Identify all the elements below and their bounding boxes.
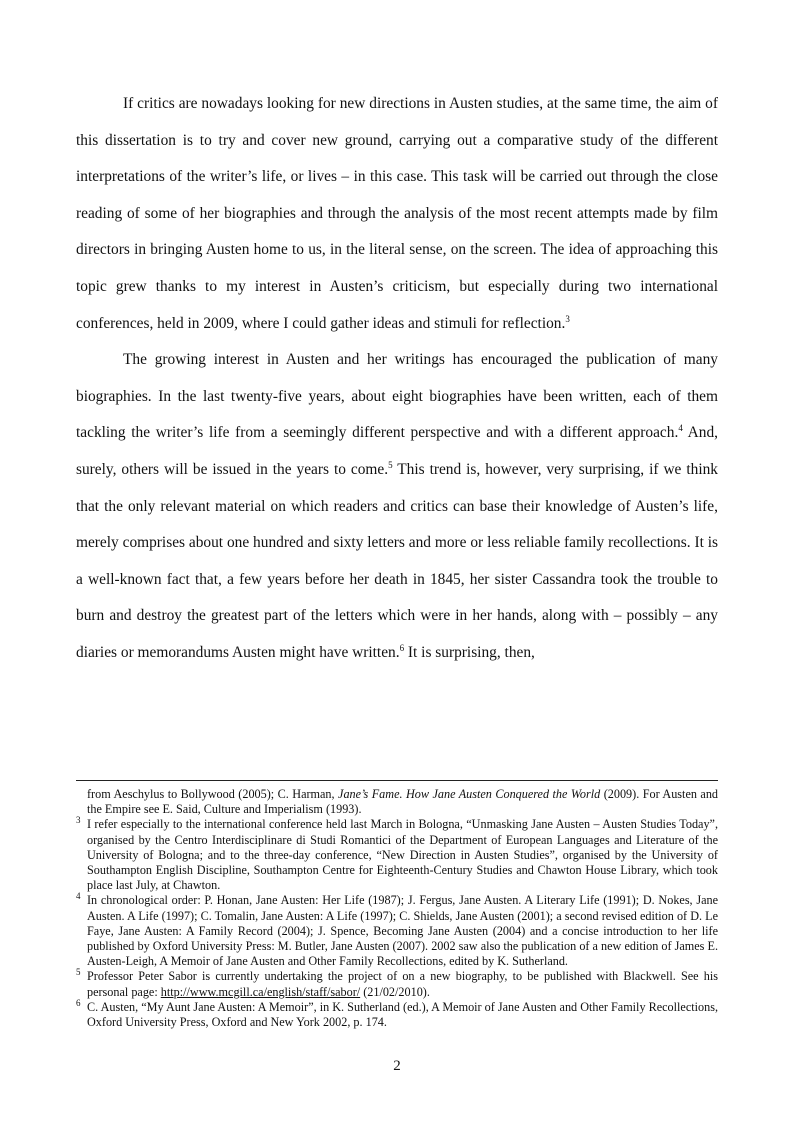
footnote-5-link[interactable]: http://www.mcgill.ca/english/staff/sabor/ [160, 984, 361, 999]
footnote-6-text: C. Austen, “My Aunt Jane Austen: A Memoir”, in K. Sutherland (ed.), A Memoir of Jane Austen and Other Family Recollections, Oxford University Press, Oxford and New York 2002, p. 174. [87, 999, 718, 1030]
footnote-3-text: I refer especially to the international conference held last March in Bologna, “Unmasking Jane Austen – Austen Studies Today”, organised by the Centro Interdisciplinare di Studi Romantici of the Department of European Languages and Literature of the University of Bologna; and to the three-day conference, “New Direction in Austen Studies”, organised by the University of Southampton English Discipline, Southampton Centre for Eighteenth-Century Studies and Chawton House Library, which took place last July, at Chawton. [87, 817, 718, 893]
footnote-6: $^6$ C. Austen, “My Aunt Jane Austen: A Memoir”, in K. Sutherland (ed.), A Memoir of Jane Austen and Other Family Recollections, Oxford University Press, Oxford and New York 2002, p. 174. [76, 997, 718, 1030]
paragraph-1 [76, 86, 718, 342]
footnote-5: $^5$ Professor Peter Sabor is currently undertaking the project of on a new biography, to be published with Blackwell. See his personal page: http://www.mcgill.ca/english/staff/sabor/ (21/02/2010). [76, 967, 718, 999]
footnote-3: $^3$ I refer especially to the international conference held last March in Bologna, “Unmasking Jane Austen – Austen Studies Today”, organised by the Centro Interdisciplinare di Studi Romantici of the Department of European Languages and Literature of the University of Bologna; and to the three-day conference, “New Direction in Austen Studies”, organised by the University of Southampton English Discipline, Southampton Centre for Eighteenth-Century Studies and Chawton House Library, which took place last July, at Chawton. [76, 815, 718, 893]
footnote-continued-text-b: (2009). For Austen and the Empire see E. Said, Culture and Imperialism (1993). [87, 787, 719, 817]
footnote-continued-title: Jane’s Fame. How Jane Austen Conquered the World [338, 787, 601, 801]
main-text [76, 86, 718, 672]
footnote-5-text-after: (21/02/2010). [360, 984, 430, 999]
footnote-ref-3[interactable]: 3 [565, 313, 570, 324]
footnote-4: $^4$ In chronological order: P. Honan, Jane Austen: Her Life (1987); J. Fergus, Jane Austen. A Literary Life (1991); D. Nokes, Jane Austen. A Life (1997); C. Tomalin, Jane Austen: A Life (1997); C. Shields, Jane Austen (2001); a second revised edition of D. Le Faye, Jane Austen: A Family Record (2004); J. Spence, Becoming Jane Austen (2004) and a concise introduction to her life published by Oxford University Press: M. Butler, Jane Austen (2007). 2002 saw also the publication of a new edition of James E. Austen-Leigh, A Memoir of Jane Austen and Other Family Recollections, edited by K. Sutherland. [76, 891, 718, 969]
paragraph-2-text-b: And, surely, others will be issued in the years to come. [76, 424, 718, 478]
footnote-continued [76, 787, 718, 817]
footnote-ref-4[interactable]: 4 [678, 423, 683, 434]
footnote-continued-text-a: from Aeschylus to Bollywood (2005); C. Harman, [87, 787, 339, 801]
paragraph-2-text-a: The growing interest in Austen and her writings has encouraged the publication of many biographies. In the last twenty-five years, about eight biographies have been written, each of them tackling the writer’s life from a seemingly different perspective and with a different approach. [76, 351, 718, 442]
footnotes [76, 787, 718, 1030]
paragraph-2-text-d: It is surprising, then, [404, 643, 535, 661]
paragraph-2 [76, 342, 718, 671]
paragraph-1-text: If critics are nowadays looking for new directions in Austen studies, at the same time, the aim of this dissertation is to try and cover new ground, carrying out a comparative study of the different interpretations of the writer’s life, or lives – in this case. This task will be carried out through the close reading of some of her biographies and through the analysis of the most recent attempts made by film directors in bringing Austen home to us, in the literal sense, on the screen. The idea of approaching this topic grew thanks to my interest in Austen’s criticism, but especially during two international conferences, held in 2009, where I could gather ideas and stimuli for reflection. [76, 95, 718, 332]
footnote-ref-5[interactable]: 5 [388, 459, 393, 470]
footnote-ref-6[interactable]: 6 [399, 642, 405, 653]
page-number: 2 [393, 1058, 401, 1074]
paragraph-2-text-c: This trend is, however, very surprising, if we think that the only relevant material on which readers and critics can base their knowledge of Austen’s life, merely comprises about one hundred and sixty letters and more or less reliable family recollections. It is a well-known fact that, a few years before her death in 1845, her sister Cassandra took the trouble to burn and destroy the greatest part of the letters which were in her hands, along with – possibly – any diaries or memorandums Austen might have written. [76, 460, 718, 661]
footnote-4-text: In chronological order: P. Honan, Jane Austen: Her Life (1987); J. Fergus, Jane Austen. A Literary Life (1991); D. Nokes, Jane Austen. A Life (1997); C. Tomalin, Jane Austen: A Life (1997); C. Shields, Jane Austen (2001); a second revised edition of D. Le Faye, Jane Austen: A Family Record (2004); J. Spence, Becoming Jane Austen (2004) and a concise introduction to her life published by Oxford University Press: M. Butler, Jane Austen (2007). 2002 saw also the publication of a new edition of James E. Austen-Leigh, A Memoir of Jane Austen and Other Family Recollections, edited by K. Sutherland. [87, 893, 718, 969]
footnote-5-text: Professor Peter Sabor is currently undertaking the project of on a new biography, to be published with Blackwell. See his personal page: [87, 969, 718, 999]
footnote-separator [76, 780, 718, 781]
